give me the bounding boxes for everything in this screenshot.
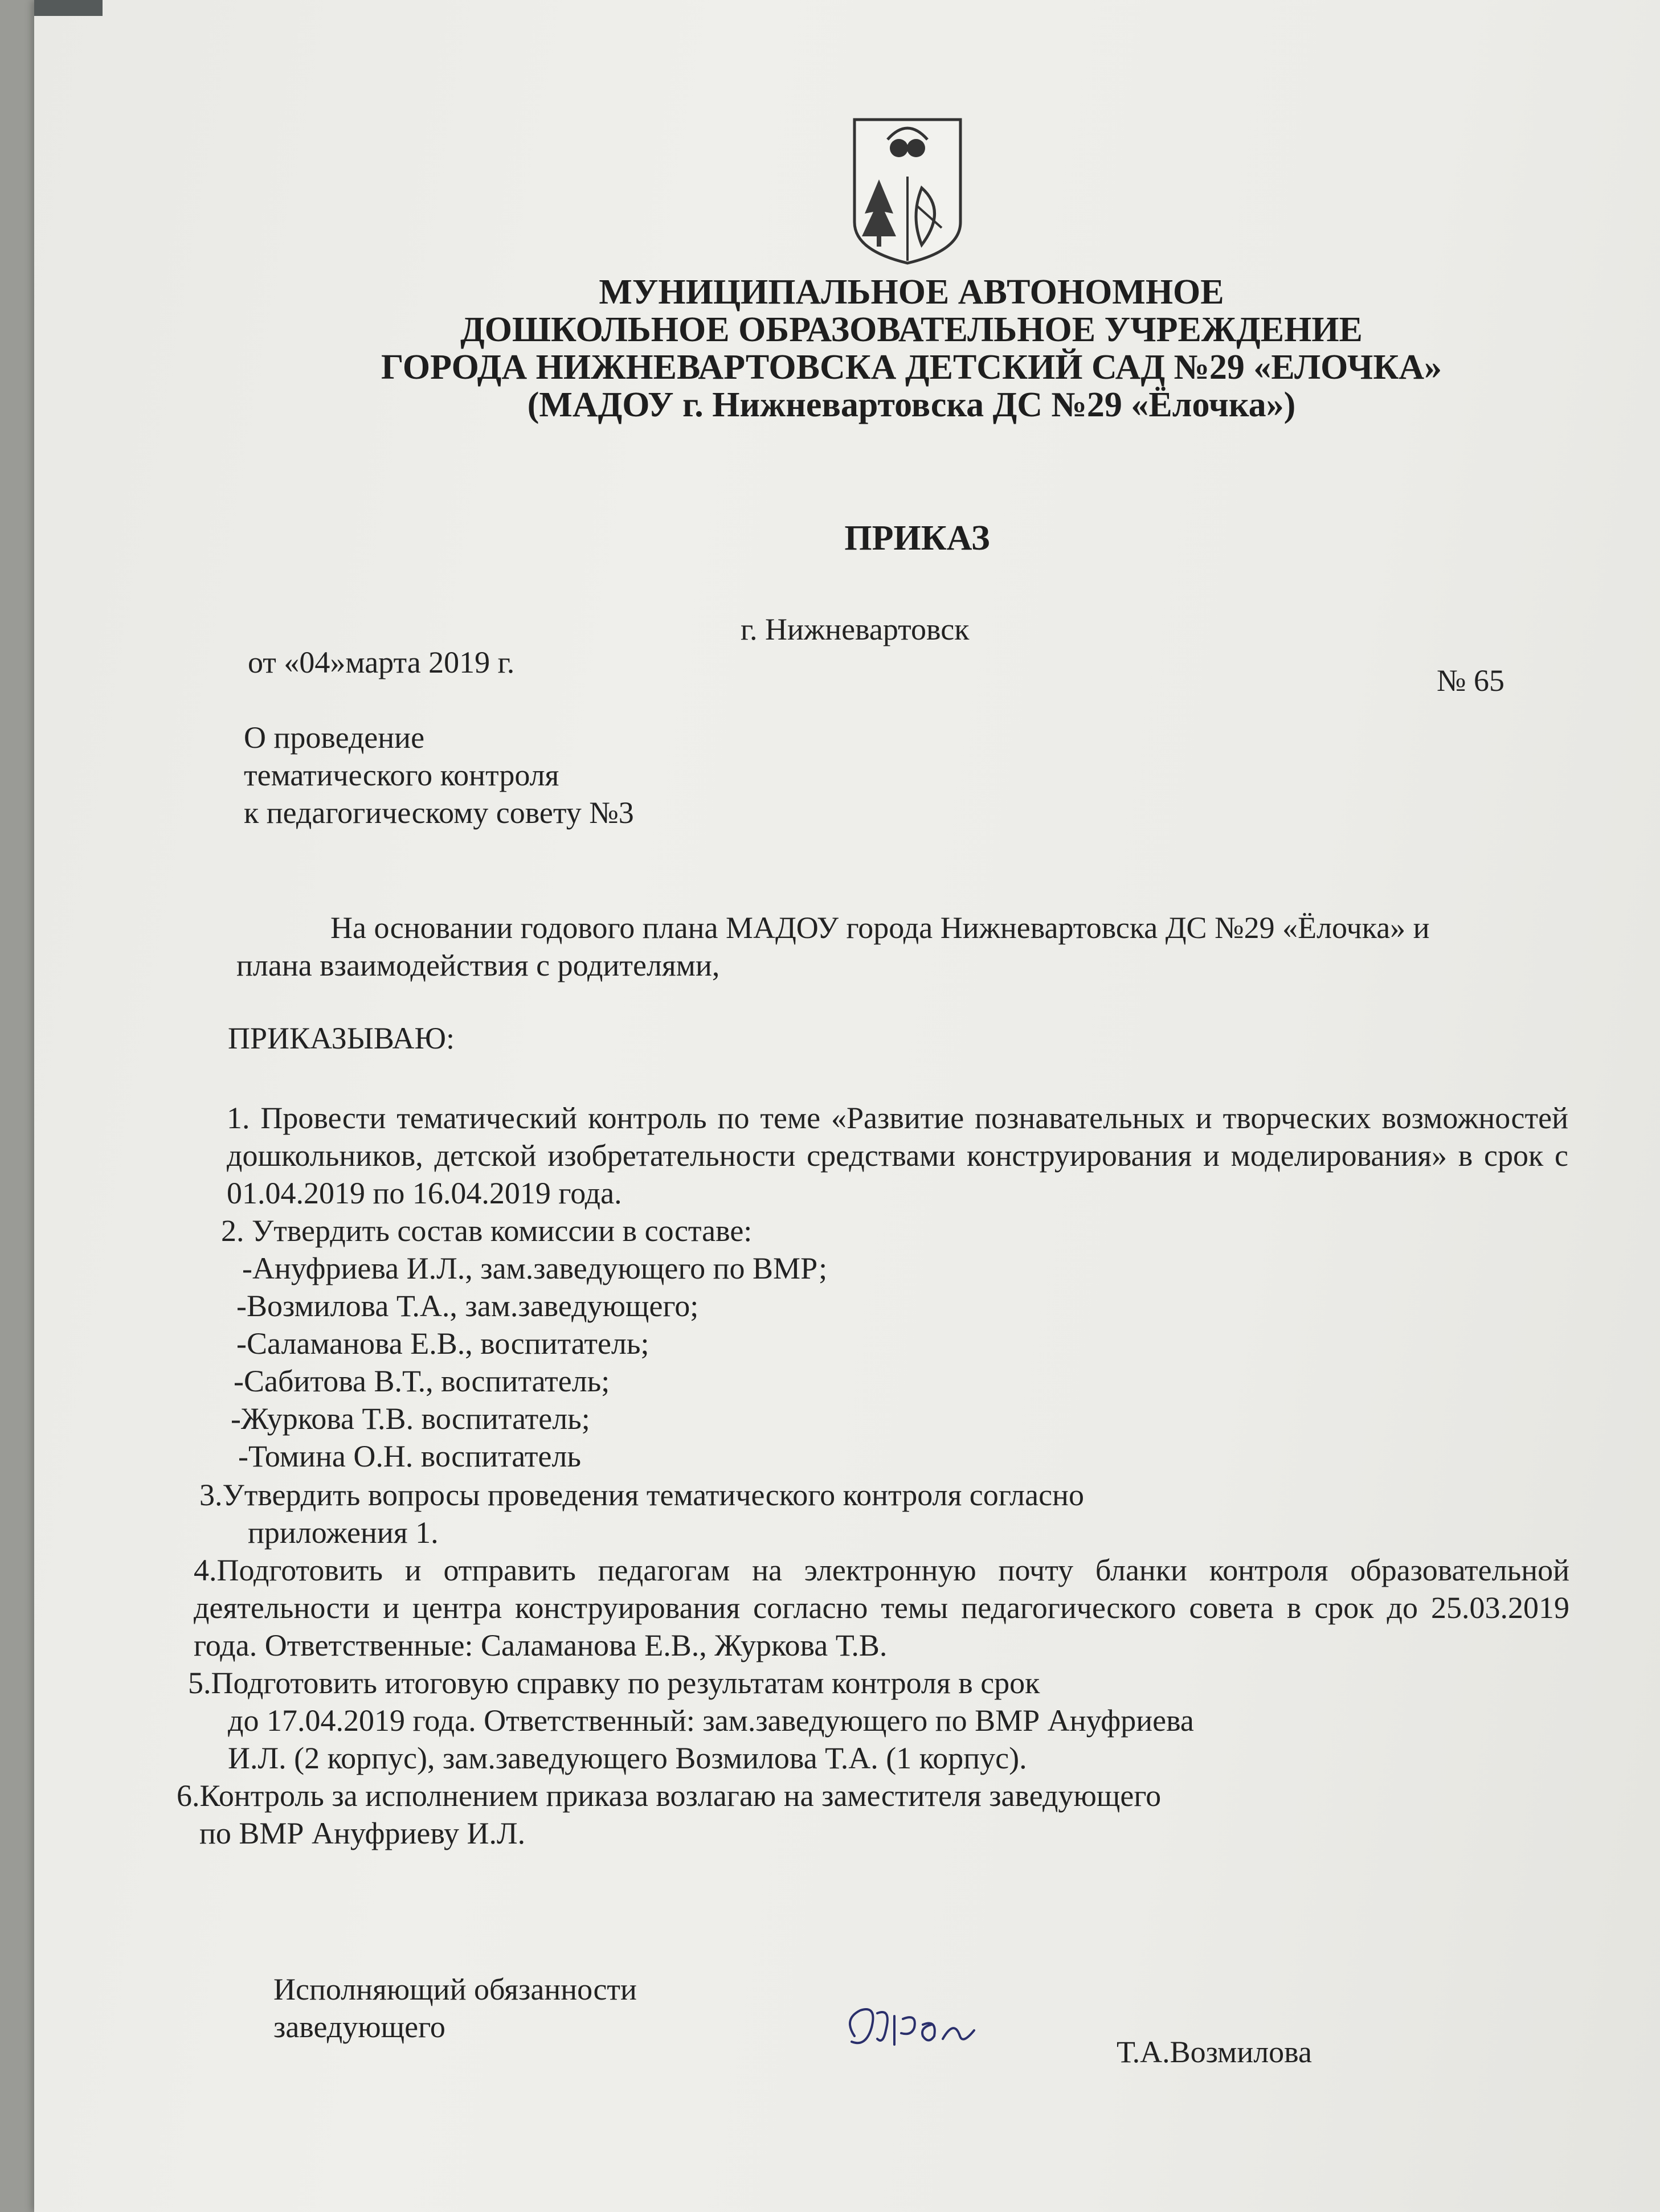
order-title: ПРИКАЗ: [844, 519, 990, 558]
subject-line-3: к педагогическому совету №3: [244, 796, 634, 830]
item-5-line-3: И.Л. (2 корпус), зам.заведующего Возмилова Т.А. (1 корпус).: [228, 1741, 1027, 1775]
basis-line-2: плана взаимодействия с родителями,: [236, 948, 720, 982]
background-corner: [34, 0, 103, 16]
header-line-1: МУНИЦИПАЛЬНОЕ АВТОНОМНОЕ: [599, 273, 1224, 312]
item-2: 2. Утвердить состав комиссии в составе:: [221, 1214, 753, 1248]
commission-member: -Сабитова В.Т., воспитатель;: [234, 1364, 610, 1398]
order-number: № 65: [1437, 663, 1505, 698]
commission-member: -Томина О.Н. воспитатель: [238, 1439, 582, 1473]
subject-line-2: тематического контроля: [244, 758, 559, 792]
coat-of-arms-icon: [848, 114, 967, 268]
item-5-line-1: 5.Подготовить итоговую справку по результатам контроля в срок: [188, 1666, 1040, 1700]
commission-member: -Ануфриева И.Л., зам.заведующего по ВМР;: [242, 1251, 828, 1285]
header-line-2: ДОШКОЛЬНОЕ ОБРАЗОВАТЕЛЬНОЕ УЧРЕЖДЕНИЕ: [460, 310, 1363, 349]
signoff-name: Т.А.Возмилова: [1117, 2035, 1312, 2069]
item-6-line-1: 6.Контроль за исполнением приказа возлагаю на заместителя заведующего: [177, 1779, 1162, 1813]
commission-member: -Саламанова Е.В., воспитатель;: [236, 1326, 649, 1361]
item-3-line-1: 3.Утвердить вопросы проведения тематического контроля согласно: [199, 1478, 1084, 1512]
commission-member: -Возмилова Т.А., зам.заведующего;: [236, 1289, 699, 1323]
item-1: 1. Провести тематический контроль по теме «Развитие познавательных и творческих возможностей дошкольников, детской изобретательности средствами конструирования и моделирования» в срок с 01.04.2019 по 16.04.2019 года.: [227, 1101, 1568, 1210]
document-page: [34, 0, 1660, 2212]
command-word: ПРИКАЗЫВАЮ:: [228, 1021, 455, 1055]
handwritten-signature: [837, 1996, 986, 2059]
signoff-position-line-1: Исполняющий обязанности: [273, 1972, 637, 2006]
commission-member: -Журкова Т.В. воспитатель;: [231, 1402, 590, 1436]
item-6-line-2: по ВМР Ануфриеву И.Л.: [199, 1816, 526, 1850]
subject-line-1: О проведение: [244, 720, 425, 755]
item-4: 4.Подготовить и отправить педагогам на электронную почту бланки контроля образовательной деятельности и центра конструирования согласно темы педагогического совета в срок до 25.03.2019 года. Ответственные: Саламанова Е.В., Журкова Т.В.: [194, 1553, 1569, 1662]
basis-line-1: На основании годового плана МАДОУ города Нижневартовска ДС №29 «Ёлочка» и: [330, 911, 1430, 945]
order-date: от «04»марта 2019 г.: [248, 645, 515, 679]
item-3-line-2: приложения 1.: [248, 1515, 439, 1550]
signoff-position-line-2: заведующего: [273, 2010, 445, 2044]
item-5-line-2: до 17.04.2019 года. Ответственный: зам.заведующего по ВМР Ануфриева: [228, 1703, 1194, 1738]
order-city: г. Нижневартовск: [741, 612, 970, 646]
organization-header: [205, 273, 1618, 424]
header-line-4: (МАДОУ г. Нижневартовска ДС №29 «Ёлочка»): [527, 386, 1296, 424]
header-line-3: ГОРОДА НИЖНЕВАРТОВСКА ДЕТСКИЙ САД №29 «ЕЛОЧКА»: [381, 348, 1442, 387]
